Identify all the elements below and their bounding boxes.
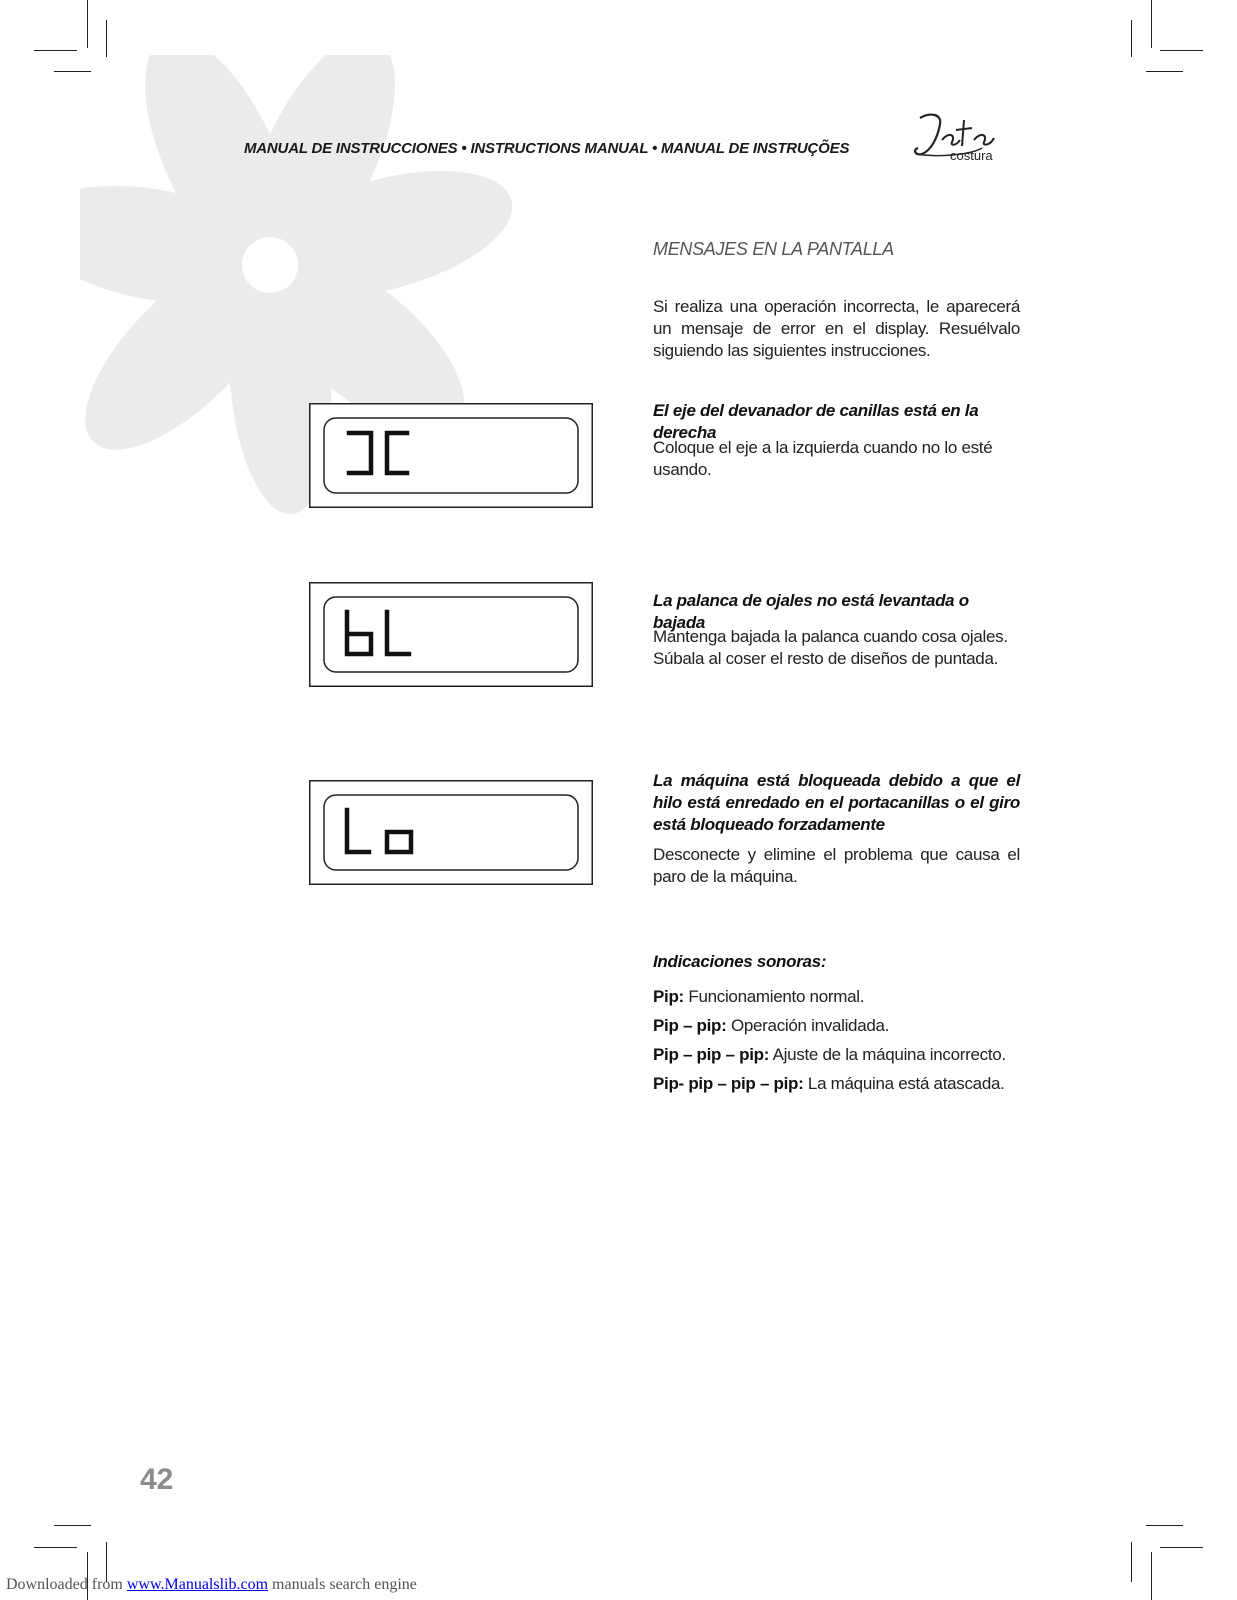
list-item [653,1073,1020,1095]
crop-mark [1151,0,1152,48]
message-text: Coloque el eje a la izquierda cuando no lo esté usando. [653,438,993,479]
footer-prefix: Downloaded from [6,1576,123,1593]
sound-label: Pip- pip – pip – pip: [653,1074,804,1093]
list-item [653,986,1020,1008]
message-heading: La máquina está bloqueada debido a que el hilo está enredado en el portacanillas o el giro está bloqueado forzadamente [653,771,1020,834]
sound-label: Pip – pip: [653,1016,727,1035]
sound-label: Pip: [653,987,684,1006]
sound-text: Funcionamiento normal. [688,987,865,1006]
crop-mark [1146,1525,1183,1526]
crop-mark [34,1547,77,1548]
crop-mark [34,50,77,51]
sounds-title: Indicaciones sonoras: [653,952,827,971]
manual-header-title: MANUAL DE INSTRUCCIONES • INSTRUCTIONS MANUAL • MANUAL DE INSTRUÇÕES [244,140,850,157]
crop-mark [87,0,88,48]
message-text: Desconecte y elimine el problema que causa el paro de la máquina. [653,845,1020,886]
crop-mark [54,1525,91,1526]
sounds-list [653,986,1020,1102]
message-text-line1: Mantenga bajada la palanca cuando cosa ojales. [653,627,1008,646]
crop-mark [1146,71,1183,72]
lcd-display-jc [309,403,593,508]
sound-text: Operación invalidada. [730,1016,890,1035]
footer-suffix: manuals search engine [268,1576,417,1593]
message-heading: La palanca de ojales no está levantada o bajada [653,591,969,632]
list-item [653,1044,1020,1066]
logo-word: costura [950,148,993,163]
crop-mark [1160,1547,1203,1548]
manualslib-link[interactable]: www.Manualslib.com [126,1576,269,1593]
page-number: 42 [140,1463,174,1496]
lcd-display-bl [309,582,593,687]
list-item [653,1015,1020,1037]
crop-mark [1131,1542,1132,1582]
sound-label: Pip – pip – pip: [653,1045,770,1064]
sound-text: La máquina está atascada. [807,1074,1005,1093]
section-title: MENSAJES EN LA PANTALLA [653,239,894,259]
download-footer [6,1576,417,1594]
sound-text: Ajuste de la máquina incorrecto. [772,1045,1006,1064]
crop-mark [1131,20,1132,57]
section-intro: Si realiza una operación incorrecta, le aparecerá un mensaje de error en el display. Resuélvalo siguiendo las siguientes instrucciones. [653,297,1020,360]
crop-mark [1151,1552,1152,1600]
message-heading: El eje del devanador de canillas está en la derecha [653,401,979,442]
crop-mark [106,20,107,57]
crop-mark [1160,50,1203,51]
lcd-display-lo [309,780,593,885]
message-text-line2: Súbala al coser el resto de diseños de puntada. [653,649,999,668]
